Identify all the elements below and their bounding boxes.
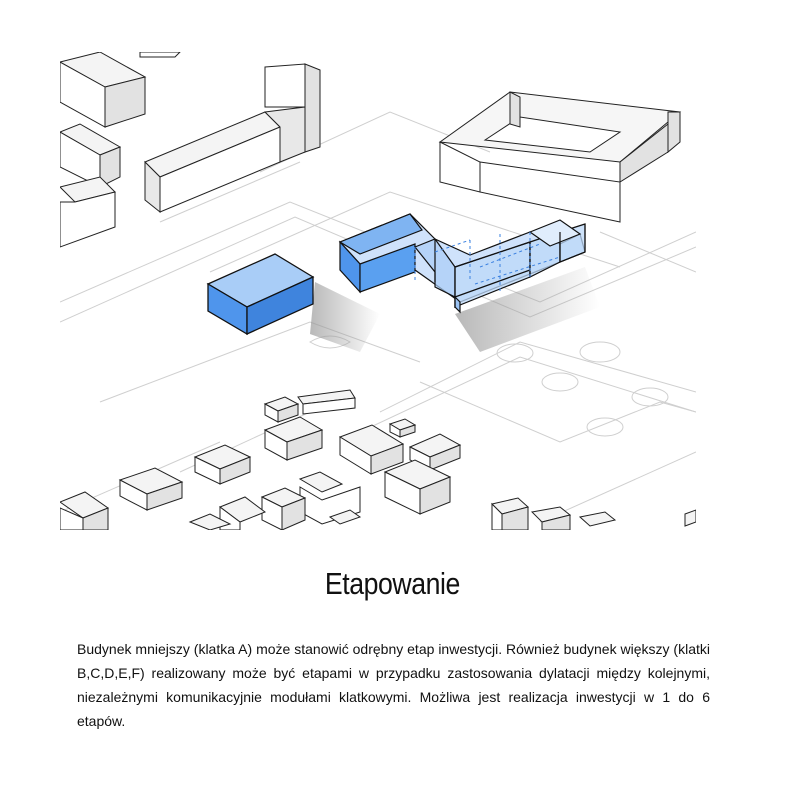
context-courtyard-block [440,92,680,222]
site-axonometric-illustration [60,52,696,530]
context-houses [60,390,696,530]
description-paragraph: Budynek mniejszy (klatka A) może stanowić odrębny etap inwestycji. Również budynek większy (klatki B,C,D,E,F) realizowany może być etapami w przypadku zastosowania dylatacji między kolejnymi, niezależnymi komunikacyjnie modułami klatkowymi. Możliwa jest realizacja inwestycji w 1 do 6 etapów. [77,641,710,729]
page-title: Etapowanie [324,566,460,601]
building-a-shadow [310,282,380,352]
context-buildings [60,52,320,247]
